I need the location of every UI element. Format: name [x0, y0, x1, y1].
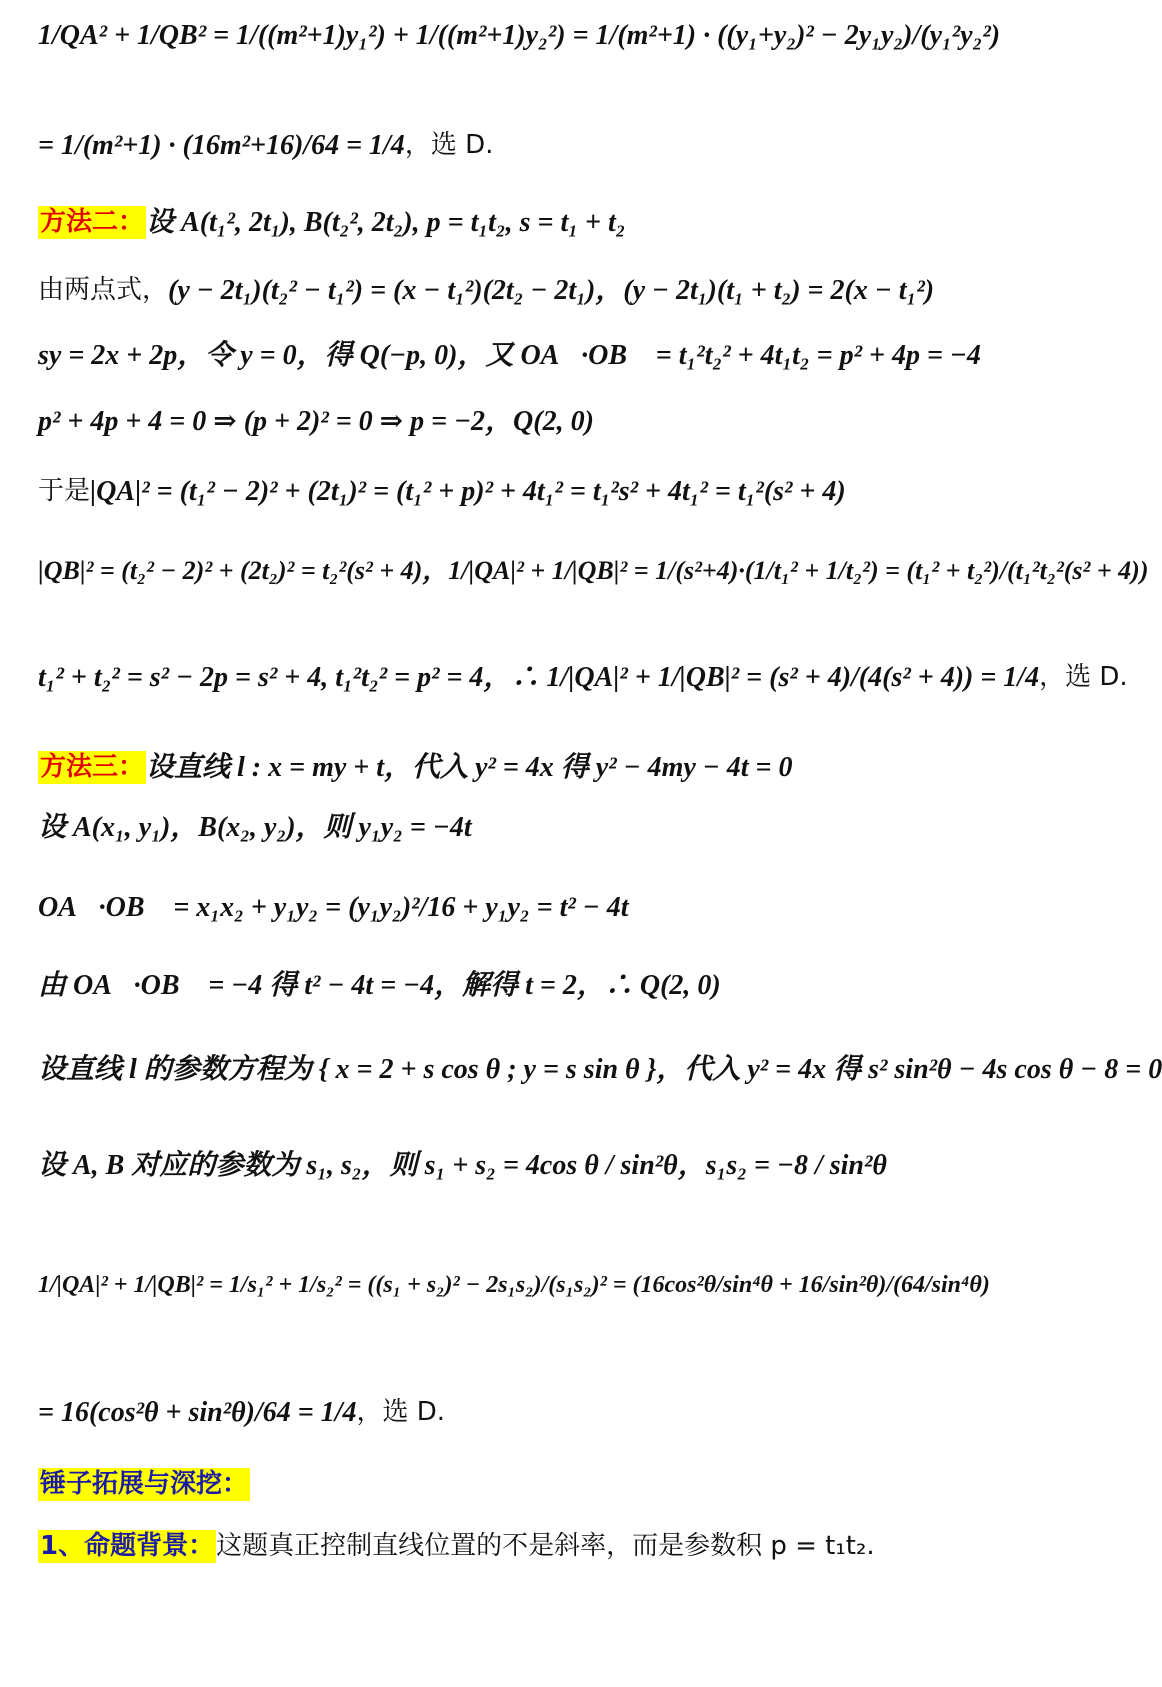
extension-header-line [38, 1468, 1060, 1501]
equation: |QB|² = (t₂² − 2)² + (2t₂)² = t₂²(s² + 4)，1/|QA|² + 1/|QB|² = 1/(s²+4)·(1/t₁² + 1/t₂²) = (t₁² + t₂²)/(t₁²t₂²(s² + 4)) [38, 556, 1149, 585]
equation-line-11 [38, 968, 1060, 1003]
equation: |QA|² = (t₁² − 2)² + (2t₁)² = (t₁² + p)² + 4t₁² = t₁²s² + 4t₁² = t₁²(s² + 4) [90, 476, 846, 507]
equation: sy = 2x + 2p，令 y = 0，得 Q(−p, 0)，又 OA⃗·OB⃗ = t₁²t₂² + 4t₁t₂ = p² + 4p = −4 [38, 340, 981, 371]
equation-line-5 [38, 404, 1060, 439]
choice-text: ，选 D. [1039, 662, 1128, 693]
equation: 设 A, B 对应的参数为 s₁, s₂，则 s₁ + s₂ = 4cos θ / sin²θ，s₁s₂ = −8 / sin²θ [38, 1150, 887, 1181]
method-two-label: 方法二： [40, 207, 145, 238]
equation: p² + 4p + 4 = 0 ⇒ (p + 2)² = 0 ⇒ p = −2，Q(2, 0) [38, 406, 594, 437]
equation-line-8 [38, 660, 1128, 695]
equation-line-7 [38, 555, 1149, 588]
background-line [38, 1530, 1060, 1563]
background-text: 这题真正控制直线位置的不是斜率，而是参数积 p = t₁t₂. [216, 1531, 875, 1561]
equation: 设直线 l 的参数方程为 { x = 2 + s cos θ ; y = s sin θ }，代入 y² = 4x 得 s² sin²θ − 4s cos θ − 8 = 0 [38, 1054, 1162, 1085]
equation: 设 A(x₁, y₁)，B(x₂, y₂)，则 y₁y₂ = −4t [38, 812, 472, 843]
equation-line-15 [38, 1395, 1060, 1430]
label-text: 由两点式， [38, 275, 169, 306]
equation: t₁² + t₂² = s² − 2p = s² + 4, t₁²t₂² = p² = 4，∴ 1/|QA|² + 1/|QB|² = (s² + 4)/(4(s² + 4)) = 1/4 [38, 662, 1040, 693]
equation-line-10 [38, 890, 1060, 925]
equation: 设 A(t₁², 2t₁), B(t₂², 2t₂), p = t₁t₂, s = t₁ + t₂ [146, 207, 626, 238]
equation: 设直线 l : x = my + t，代入 y² = 4x 得 y² − 4my − 4t = 0 [146, 752, 793, 783]
choice-text: ，选 D. [356, 1397, 446, 1428]
method-three-label: 方法三： [40, 752, 145, 783]
equation-line-9 [38, 810, 1060, 845]
equation: = 16(cos²θ + sin²θ)/64 = 1/4 [38, 1397, 357, 1428]
equation-line-12 [38, 1052, 1162, 1087]
equation-line-1 [38, 18, 1060, 53]
method-two-header-line [38, 205, 1060, 240]
choice-text: ，选 D. [404, 130, 494, 161]
equation-line-6 [38, 474, 1060, 509]
equation: 1/|QA|² + 1/|QB|² = 1/s₁² + 1/s₂² = ((s₁ + s₂)² − 2s₁s₂)/(s₁s₂)² = (16cos²θ/sin⁴θ + 16/sin²θ)/(64/sin⁴θ) [38, 1272, 990, 1298]
label-text: 于是 [38, 476, 91, 507]
method-three-header-line [38, 750, 1060, 785]
background-label: 1、命题背景： [40, 1531, 215, 1561]
equation-line-3 [38, 273, 1060, 308]
equation: OA⃗·OB⃗ = x₁x₂ + y₁y₂ = (y₁y₂)²/16 + y₁y₂ = t² − 4t [38, 892, 629, 923]
equation-line-13 [38, 1148, 1060, 1183]
equation-line-2 [38, 128, 1060, 163]
equation-line-4 [38, 338, 1060, 373]
extension-label: 锤子拓展与深挖： [40, 1469, 249, 1499]
equation: 1/QA² + 1/QB² = 1/((m²+1)y₁²) + 1/((m²+1)y₂²) = 1/(m²+1) · ((y₁+y₂)² − 2y₁y₂)/(y₁²y₂²) [38, 20, 1001, 51]
equation: = 1/(m²+1) · (16m²+16)/64 = 1/4 [38, 130, 405, 161]
equation-line-14 [38, 1270, 1060, 1300]
equation: (y − 2t₁)(t₂² − t₁²) = (x − t₁²)(2t₂ − 2t₁)，(y − 2t₁)(t₁ + t₂) = 2(x − t₁²) [168, 275, 935, 306]
equation: 由 OA⃗·OB⃗ = −4 得 t² − 4t = −4，解得 t = 2，∴ Q(2, 0) [38, 970, 721, 1001]
